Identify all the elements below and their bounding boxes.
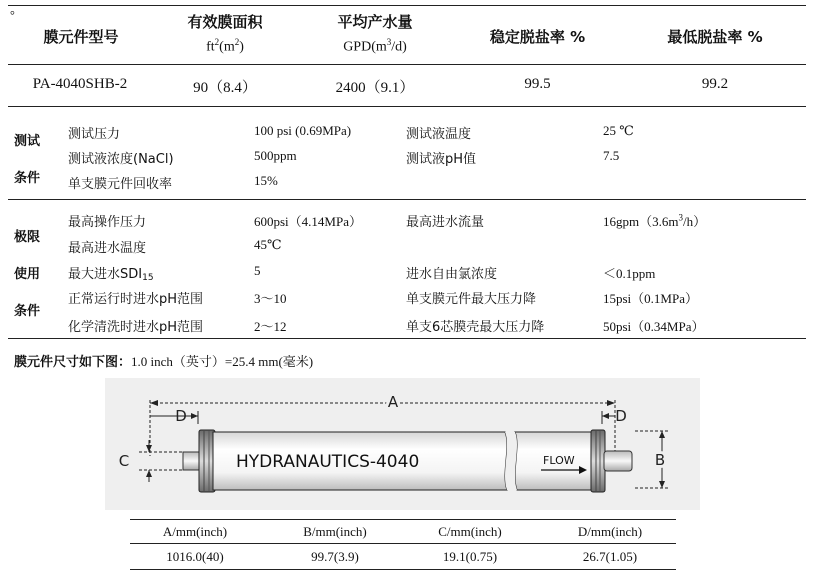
limits-value-ph-cleaning: 2～12: [254, 319, 287, 334]
spec-table-top-rule: [8, 5, 806, 6]
header-area: 有效膜面积: [187, 13, 263, 31]
dims-header-c: C/mm(inch): [438, 524, 502, 539]
limits-label-element-pressure-drop: 单支膜元件最大压力降: [406, 292, 537, 307]
test-side-label-2: 条件: [14, 171, 41, 186]
limits-value-max-feed-flow: $16gpm(3.6m^3/h)$: [603, 212, 707, 229]
row-model: PA-4040SHB-2: [32, 76, 128, 92]
limits-label-ph-operation: 正常运行时进水pH范围: [68, 292, 204, 307]
test-section-rule: [8, 199, 806, 200]
header-stable-rejection: 稳定脱盐率 %: [489, 28, 586, 46]
test-label-temperature: 测试液温度: [406, 127, 472, 142]
limits-value-max-sdi: 5: [254, 263, 261, 278]
row-stable-rejection: 99.5: [524, 76, 551, 92]
row-area: 90（8.4）: [193, 80, 257, 96]
test-label-concentration: 测试液浓度(NaCl): [68, 152, 174, 167]
limits-side-label-3: 条件: [14, 304, 41, 319]
spec-table-header-rule: [8, 64, 806, 65]
dims-header-d: D/mm(inch): [577, 524, 643, 539]
limits-section-rule: [8, 338, 806, 339]
limits-side-label-1: 极限: [14, 230, 41, 245]
test-label-pressure: 测试压力: [68, 127, 121, 142]
header-bullet: °: [10, 8, 15, 22]
limits-label-max-feed-flow: 最高进水流量: [406, 215, 485, 230]
limits-label-max-pressure: 最高操作压力: [68, 215, 147, 230]
dims-table-top-rule: [130, 519, 676, 520]
limits-value-max-temperature: 45℃: [254, 237, 282, 252]
limits-side-label-2: 使用: [14, 267, 41, 282]
limits-label-ph-cleaning: 化学清洗时进水pH范围: [68, 320, 204, 335]
dimension-d-right-label: D: [615, 407, 627, 425]
dimension-c-label: C: [118, 452, 130, 470]
dims-value-d: 26.7(1.05): [582, 549, 638, 564]
dimension-d-left-label: D: [175, 407, 187, 425]
dimensions-caption: 膜元件尺寸如下图：1.0 inch（英寸）=25.4 mm(毫米): [14, 354, 314, 370]
test-value-temperature: 25 ℃: [603, 123, 634, 138]
header-min-rejection: 最低脱盐率 %: [667, 28, 763, 46]
limits-label-max-temperature: 最高进水温度: [68, 241, 147, 256]
dims-value-b: 99.7(3.9): [311, 549, 359, 564]
dims-value-c: 19.1(0.75): [442, 549, 498, 564]
limits-value-element-pressure-drop: 15psi（0.1MPa）: [603, 291, 698, 306]
test-value-concentration: 500ppm: [254, 148, 297, 163]
dims-header-a: A/mm(inch): [162, 524, 228, 539]
spec-table-bottom-rule: [8, 106, 806, 107]
permeate-tube-right: [604, 451, 632, 471]
test-value-ph: 7.5: [603, 148, 620, 163]
header-flow-unit: $GPD(m^3/d)$: [343, 37, 407, 55]
dims-value-a: 1016.0(40): [166, 549, 224, 564]
header-area-unit: $ft^2(m^2)$: [206, 37, 244, 55]
dimension-a-label: A: [387, 393, 399, 411]
test-label-ph: 测试液pH值: [406, 152, 477, 167]
end-cap-right: [591, 430, 605, 492]
header-flow: 平均产水量: [337, 13, 413, 31]
header-model: 膜元件型号: [43, 28, 119, 46]
limits-label-vessel-pressure-drop: 单支6芯膜壳最大压力降: [406, 320, 545, 335]
flow-label: FLOW: [543, 454, 575, 467]
test-side-label-1: 测试: [14, 134, 41, 149]
dimension-b-label: B: [654, 451, 666, 469]
limits-value-vessel-pressure-drop: 50psi（0.34MPa）: [603, 319, 705, 334]
permeate-tube-left: [183, 452, 201, 470]
test-label-recovery: 单支膜元件回收率: [68, 177, 173, 192]
row-min-rejection: 99.2: [701, 76, 729, 92]
dims-header-b: B/mm(inch): [303, 524, 367, 539]
limits-value-ph-operation: 3～10: [254, 291, 287, 306]
membrane-element-diagram: [105, 378, 700, 510]
dims-table-bottom-rule: [130, 569, 676, 570]
limits-label-max-sdi: 最大进水$SDI_{15}$: [68, 267, 154, 283]
limits-value-free-chlorine: ＜0.1ppm: [603, 266, 656, 281]
test-value-pressure: 100 psi (0.69MPa): [254, 123, 352, 138]
test-value-recovery: 15%: [254, 173, 278, 188]
element-brand-label: HYDRANAUTICS-4040: [236, 452, 420, 472]
dims-table-header-rule: [130, 543, 676, 544]
limits-label-free-chlorine: 进水自由氯浓度: [406, 267, 498, 282]
row-flow: 2400（9.1）: [335, 80, 415, 96]
limits-value-max-pressure: 600psi（4.14MPa）: [254, 214, 362, 229]
